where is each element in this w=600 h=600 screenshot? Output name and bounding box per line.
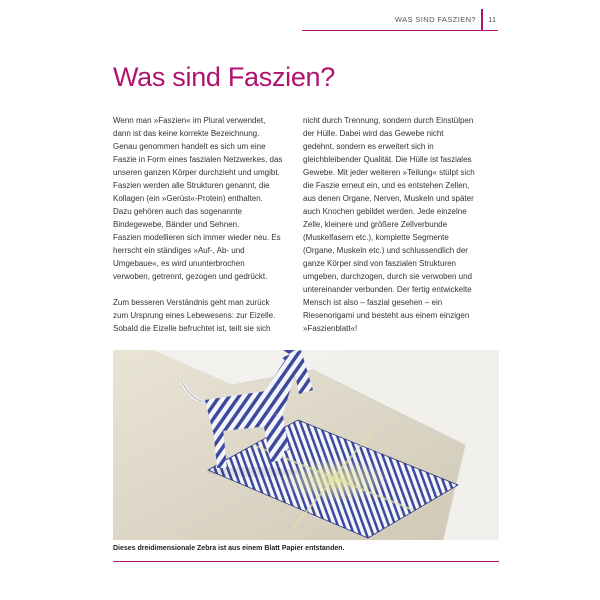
paragraph: Wenn man »Faszien« im Plural verwendet, dann ist das keine korrekte Bezeichnung. Genau genommen handelt es sich um eine Faszie in Form eines faszialen Netzwerkes, das unseren ganzen Körper durchzieht und umgibt. Faszien werden alle Strukturen genannt, die Kollagen (ein »Gerüst«-Protein) enthalten. Dazu gehören auch das sogenannte Bindegewebe, Bänder und Sehnen. Faszien modellieren sich immer wieder neu. Es herrscht ein ständiges »Auf-, Ab- und Umgebaue«, es wird ununterbrochen verwoben, getrennt, gezogen und gedrückt. bbox=[113, 116, 283, 281]
footer-rule bbox=[113, 561, 499, 562]
header-separator bbox=[481, 9, 483, 30]
figure-caption: Dieses dreidimensionale Zebra ist aus einem Blatt Papier entstanden. bbox=[113, 545, 345, 552]
page-title: Was sind Faszien? bbox=[113, 62, 335, 92]
text-column-right bbox=[303, 114, 475, 348]
text-column-left bbox=[113, 114, 283, 348]
paragraph: Zum besseren Verständnis geht man zurück zum Ursprung eines Lebewesens: zur Eizelle. Sobald die Eizelle befruchtet ist, teilt sie sich bbox=[113, 298, 276, 333]
running-header bbox=[302, 0, 498, 31]
page-number: 11 bbox=[488, 15, 496, 24]
running-header-title: WAS SIND FASZIEN? bbox=[394, 15, 476, 24]
paragraph: nicht durch Trennung, sondern durch Einstülpen der Hülle. Dabei wird das Gewebe nicht gedehnt, sondern es erweitert sich in gleichbleibender Qualität. Die Hülle ist fasziales Gewebe. Mit jeder weiteren »Teilung« stülpt sich die Faszie erneut ein, und es entstehen Zellen, aus denen Organe, Nerven, Muskeln und später auch Knochen gebildet werden. Jede einzelne Zelle, kleinere und größere Zellverbunde (Muskelfasern etc.), komplette Segmente (Organe, Muskeln etc.) und schlussendlich der ganze Körper sind von faszialen Strukturen umgeben, durchzogen, durch sie verwoben und untereinander verbunden. Der fertig entwickelte Mensch ist also – faszial gesehen – ein Riesenorigami und besteht aus einem einzigen »Faszienblatt«! bbox=[303, 116, 475, 333]
zebra-origami-photo bbox=[113, 350, 499, 540]
zebra-origami-illustration bbox=[113, 350, 499, 540]
